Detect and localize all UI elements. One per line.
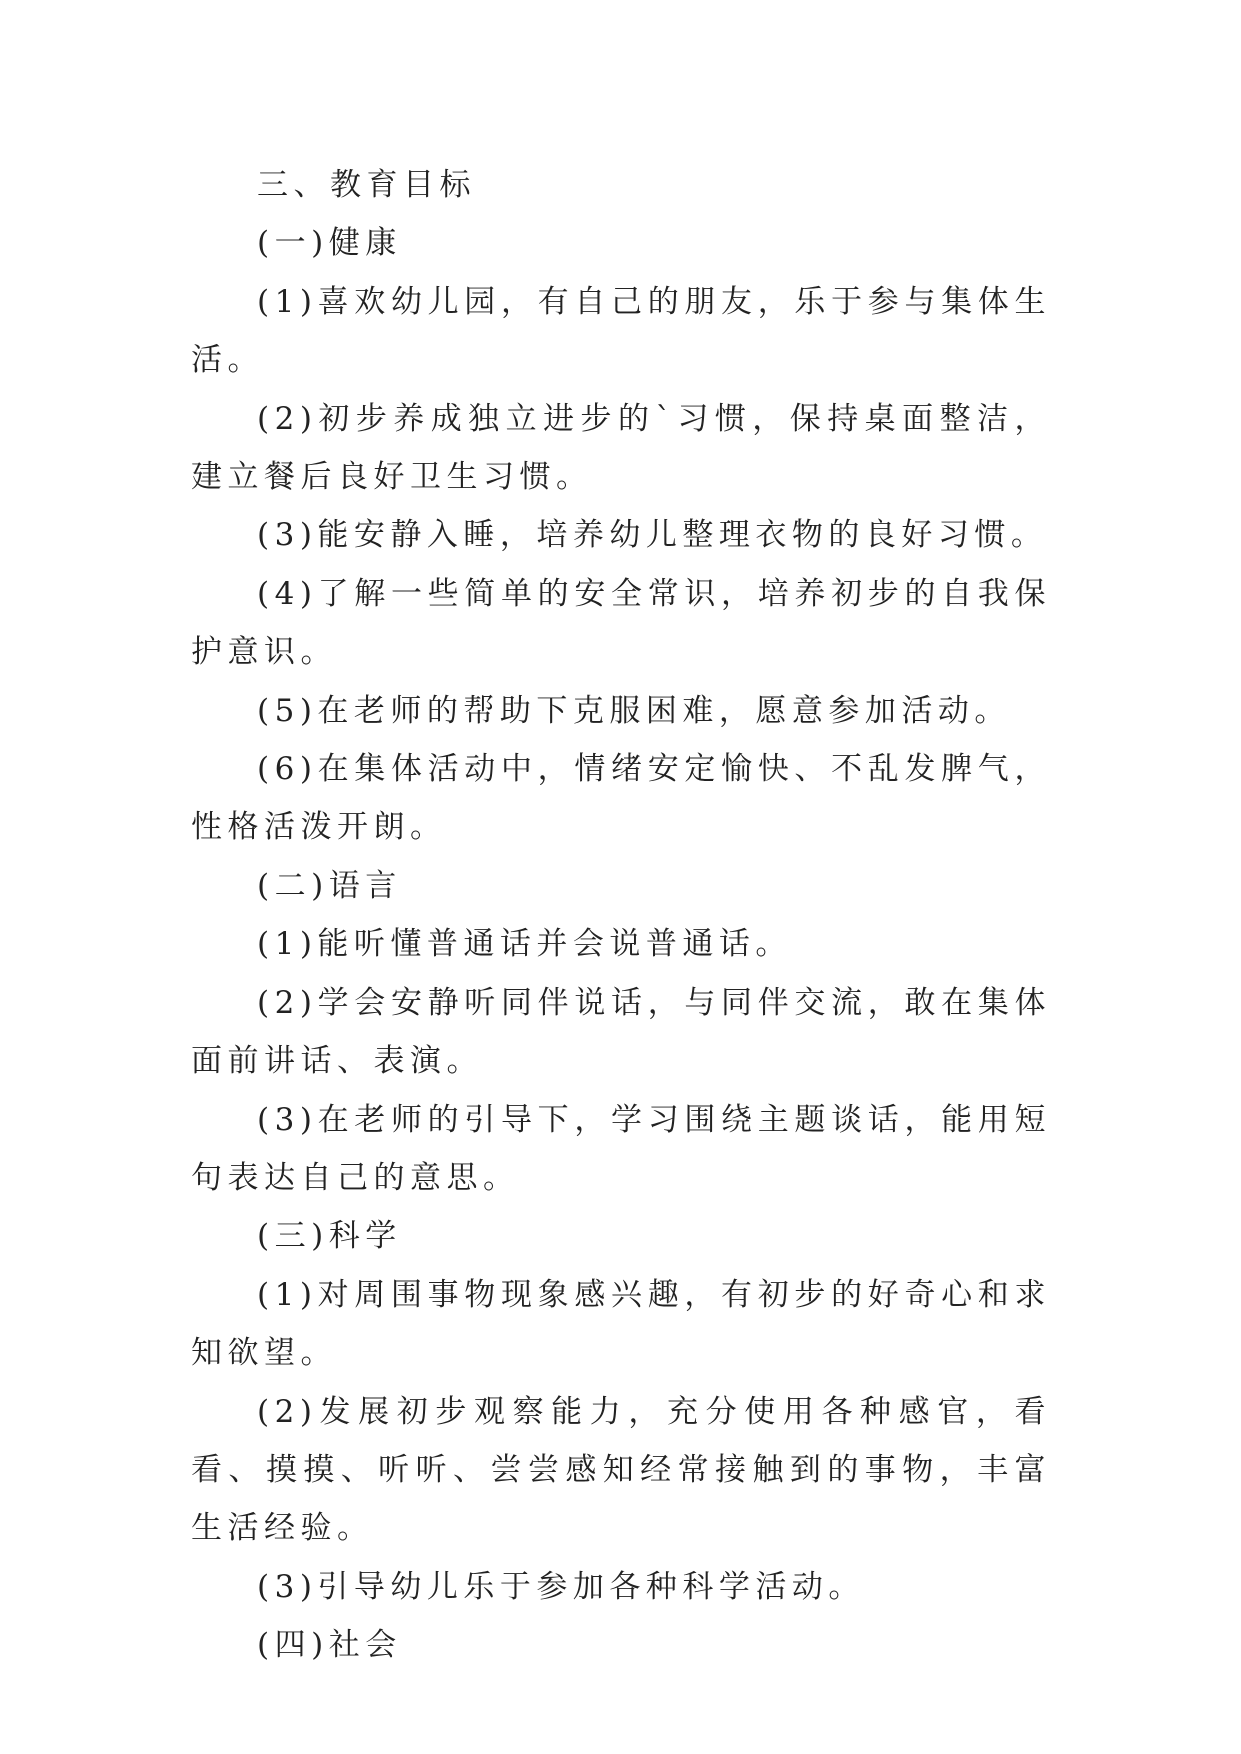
subsection-heading-health: (一)健康: [257, 225, 402, 262]
list-item: (1)喜欢幼儿园，有自己的朋友，乐于参与集体生活。: [191, 283, 1051, 379]
list-item: (3)能安静入睡，培养幼儿整理衣物的良好习惯。: [257, 517, 1048, 554]
section-heading: 三、教育目标: [257, 167, 476, 203]
list-item: (1)能听懂普通话并会说普通话。: [257, 926, 792, 963]
list-item: (2)发展初步观察能力，充分使用各种感官，看看、摸摸、听听、尝尝感知经常接触到的事物，丰富生活经验。: [191, 1393, 1051, 1547]
list-item: (3)引导幼儿乐于参加各种科学活动。: [257, 1568, 865, 1605]
subsection-heading-society: (四)社会: [257, 1627, 402, 1664]
document-body: [191, 156, 1051, 1675]
list-item: (4)了解一些简单的安全常识，培养初步的自我保护意识。: [191, 575, 1051, 671]
list-item: (5)在老师的帮助下克服困难，愿意参加活动。: [257, 692, 1011, 729]
subsection-heading-science: (三)科学: [257, 1218, 402, 1255]
list-item: (3)在老师的引导下，学习围绕主题谈话，能用短句表达自己的意思。: [191, 1101, 1051, 1196]
list-item: (6)在集体活动中，情绪安定愉快、不乱发脾气，性格活泼开朗。: [191, 751, 1051, 846]
list-item: (2)学会安静听同伴说话，与同伴交流，敢在集体面前讲话、表演。: [191, 984, 1051, 1080]
list-item: (2)初步养成独立进步的`习惯，保持桌面整洁，建立餐后良好卫生习惯。: [191, 400, 1051, 496]
subsection-heading-language: (二)语言: [257, 867, 402, 904]
list-item: (1)对周围事物现象感兴趣，有初步的好奇心和求知欲望。: [191, 1276, 1051, 1372]
